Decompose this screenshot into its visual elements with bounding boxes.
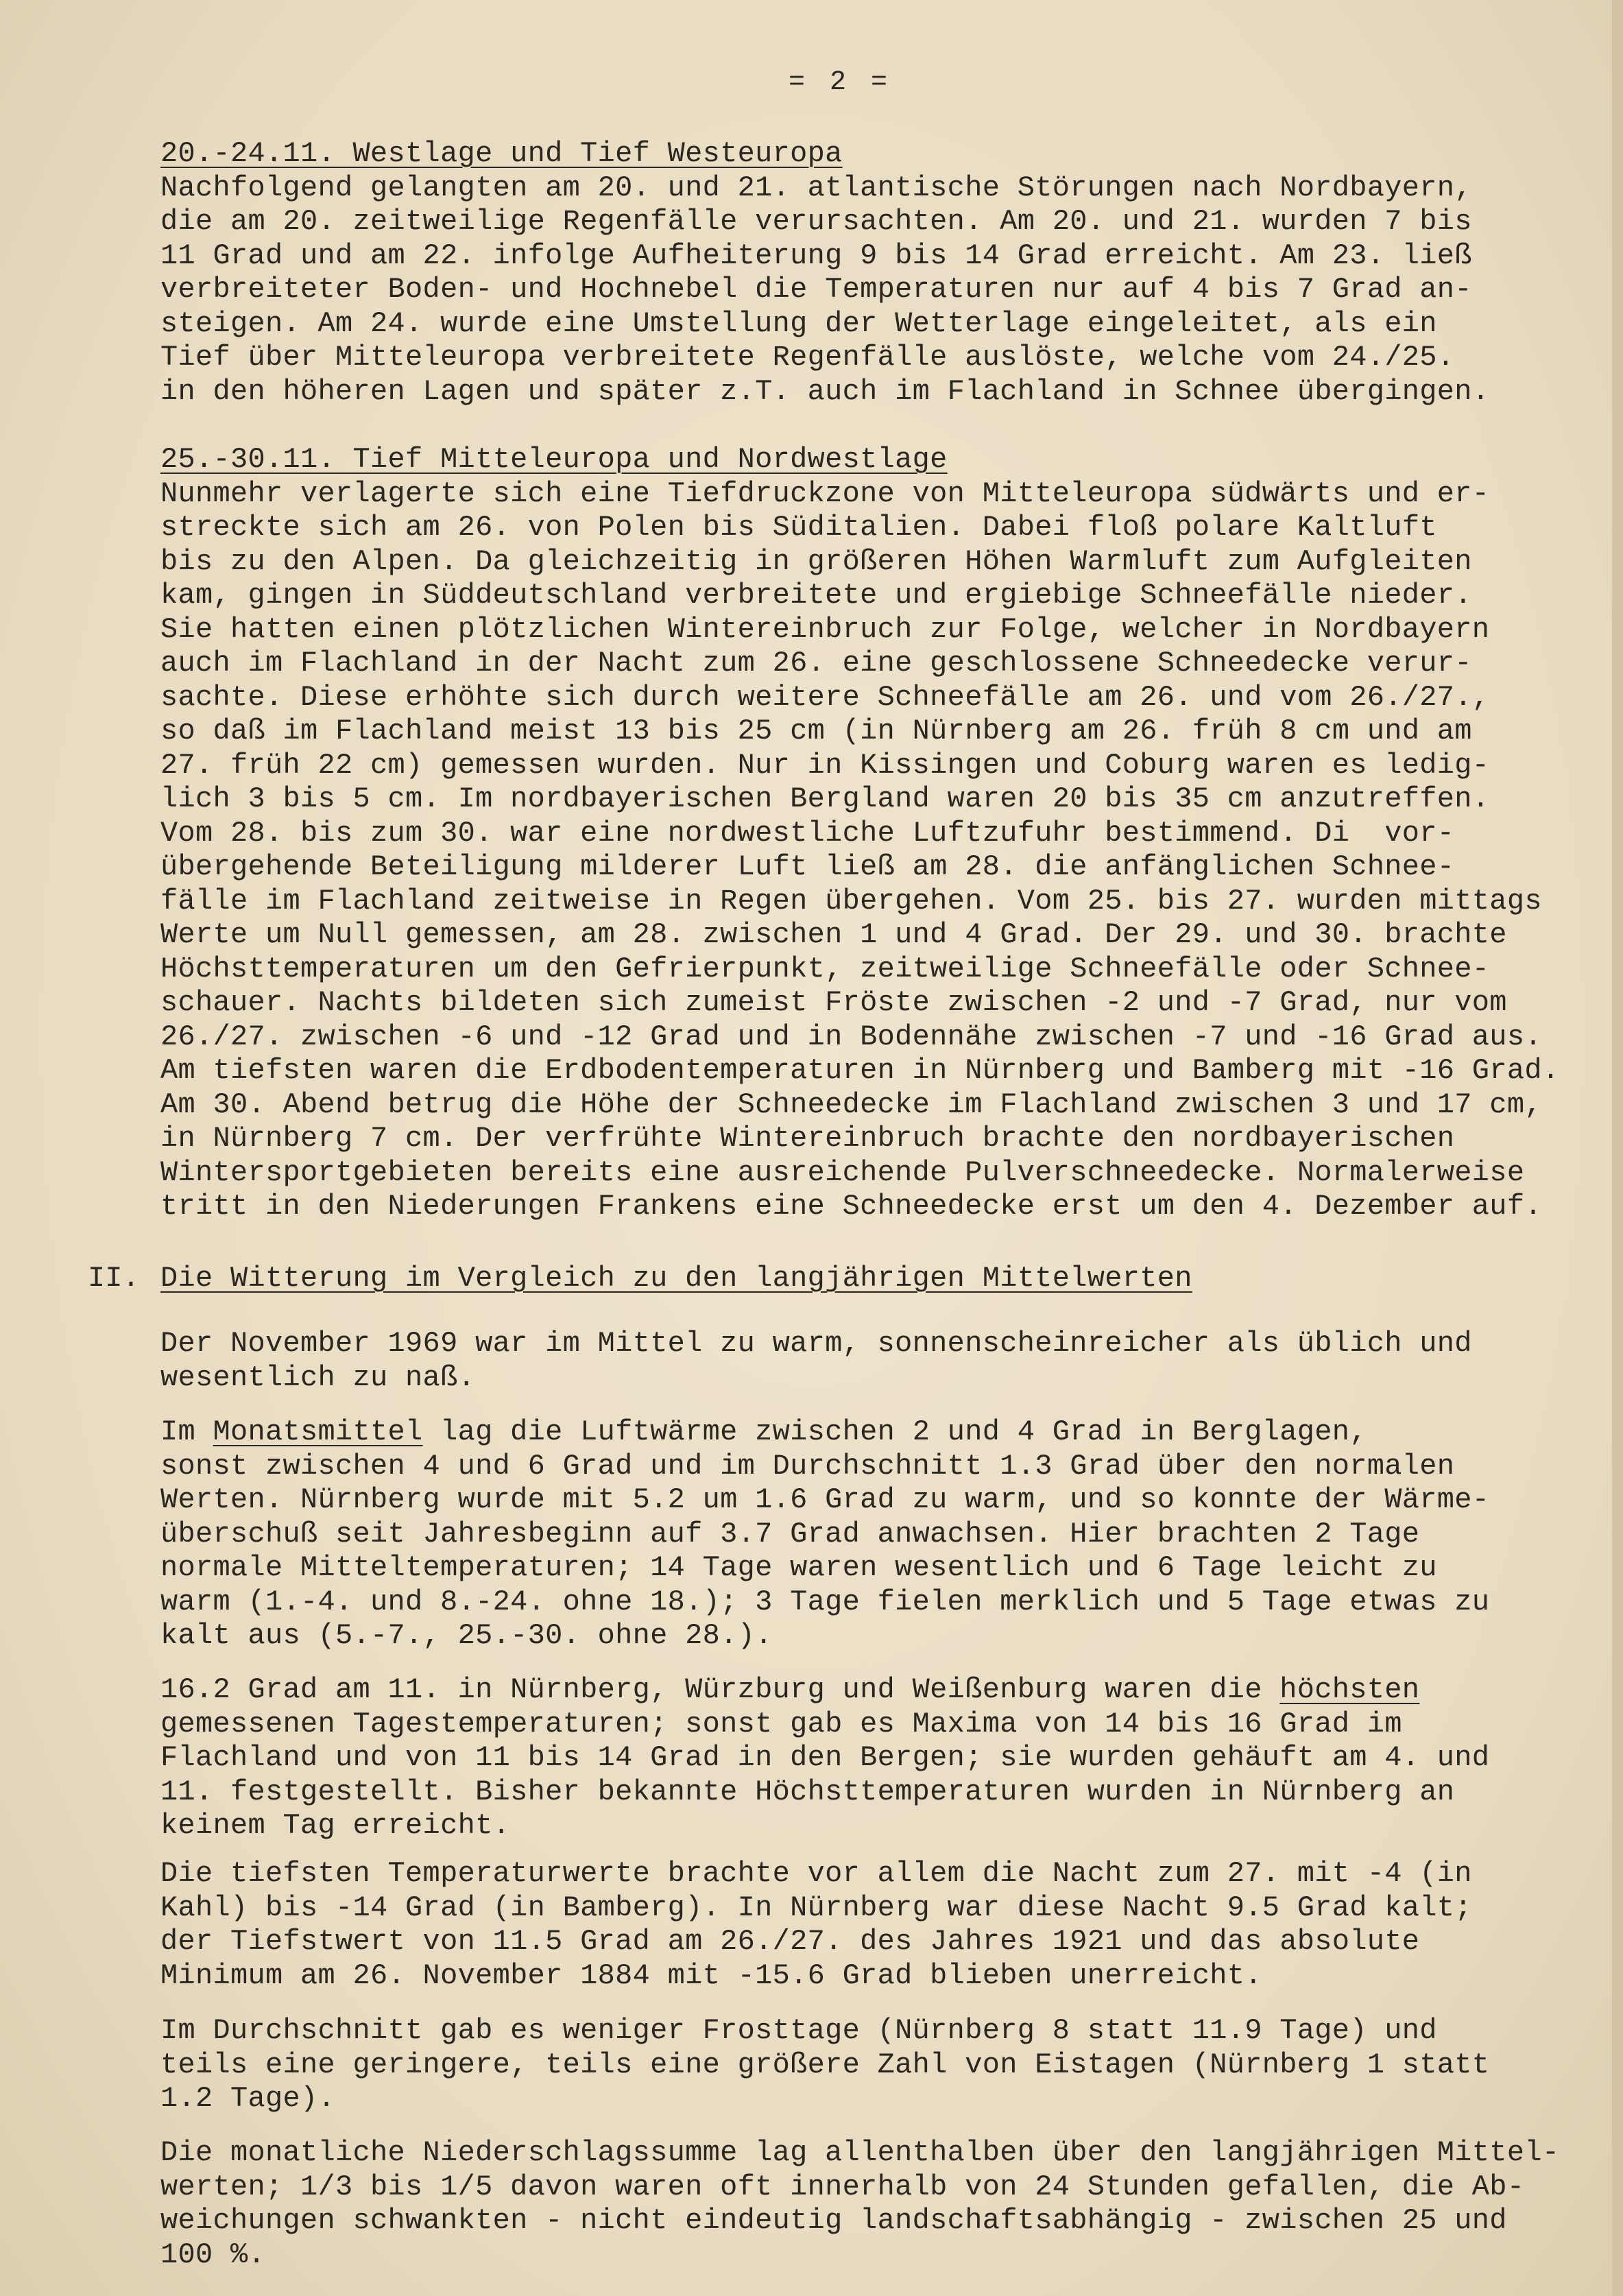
text-line: schauer. Nachts bildeten sich zumeist Fröste zwischen -2 und -7 Grad, nur vom [160,986,1507,1019]
text-line: in den höheren Lagen und später z.T. auch im Flachland in Schnee übergingen. [160,374,1490,408]
section-mitteleuropa [160,443,1607,1224]
text-line: Wintersportgebieten bereits eine ausreichende Pulverschneedecke. Normalerweise [160,1156,1525,1189]
text-line: 26./27. zwischen -6 und -12 Grad und in Bodennähe zwischen -7 und -16 Grad aus. [160,1020,1542,1053]
text-line: überschuß seit Jahresbeginn auf 3.7 Grad anwachsen. Hier brachten 2 Tage [160,1517,1420,1551]
text-line: 11. festgestellt. Bisher bekannte Höchsttemperaturen wurden in Nürnberg an [160,1775,1455,1808]
text-line [160,1415,1607,1450]
text-line: sachte. Diese erhöhte sich durch weitere Schneefälle am 26. und vom 26./27., [160,680,1490,714]
text-line: werten; 1/3 bis 1/5 davon waren oft innerhalb von 24 Stunden gefallen, die Ab- [160,2170,1525,2203]
text-line: Höchsttemperaturen um den Gefrierpunkt, zeitweilige Schneefälle oder Schnee- [160,952,1490,985]
text-line: Die tiefsten Temperaturwerte brachte vor allem die Nacht zum 27. mit -4 (in [160,1857,1472,1890]
text-line: Nachfolgend gelangten am 20. und 21. atlantische Störungen nach Nordbayern, [160,171,1472,204]
text-line: fälle im Flachland zeitweise in Regen übergehen. Vom 25. bis 27. wurden mittags [160,884,1542,918]
text-line: kalt aus (5.-7., 25.-30. ohne 28.). [160,1619,773,1652]
text-segment: lag die Luftwärme zwischen 2 und 4 Grad in Berglagen, [422,1415,1367,1448]
text-line: in Nürnberg 7 cm. Der verfrühte Wintereinbruch brachte den nordbayerischen [160,1122,1455,1155]
text-line: normale Mitteltemperaturen; 14 Tage waren wesentlich und 6 Tage leicht zu [160,1551,1437,1584]
text-line: streckte sich am 26. von Polen bis Süditalien. Dabei floß polare Kaltluft [160,511,1437,544]
section-heading: Die Witterung im Vergleich zu den langjährigen Mittelwerten [160,1262,1192,1295]
text-line: Nunmehr verlagerte sich eine Tiefdruckzone von Mitteleuropa südwärts und er- [160,477,1490,510]
text-segment: 16.2 Grad am 11. in Nürnberg, Würzburg und Weißenburg waren die [160,1673,1280,1706]
text-line: sonst zwischen 4 und 6 Grad und im Durchschnitt 1.3 Grad über den normalen [160,1449,1455,1483]
text-line: Vom 28. bis zum 30. war eine nordwestliche Luftzufuhr bestimmend. Di vor- [160,816,1455,850]
paragraph-tiefstwerte [160,1857,1607,1993]
text-line: übergehende Beteiligung milderer Luft ließ am 28. die anfänglichen Schnee- [160,850,1455,883]
text-line: auch im Flachland in der Nacht zum 26. eine geschlossene Schneedecke verur- [160,647,1472,680]
text-line: tritt in den Niederungen Frankens eine Schneedecke erst um den 4. Dezember auf. [160,1190,1542,1223]
text-line [160,1673,1607,1708]
underlined-term: höchsten [1279,1673,1420,1706]
text-line: kam, gingen in Süddeutschland verbreitete und ergiebige Schneefälle nieder. [160,579,1472,612]
text-line: der Tiefstwert von 11.5 Grad am 26./27. des Jahres 1921 und das absolute [160,1925,1420,1958]
text-line: Am tiefsten waren die Erdbodentemperaturen in Nürnberg und Bamberg mit -16 Grad. [160,1054,1560,1087]
page-number: = 2 = [789,67,892,98]
text-line: steigen. Am 24. wurde eine Umstellung der Wetterlage eingeleitet, als ein [160,307,1437,340]
text-line: Flachland und von 11 bis 14 Grad in den Bergen; sie wurden gehäuft am 4. und [160,1741,1490,1774]
text-line: die am 20. zeitweilige Regenfälle verursachten. Am 20. und 21. wurden 7 bis [160,205,1472,238]
text-line: Werten. Nürnberg wurde mit 5.2 um 1.6 Grad zu warm, und so konnte der Wärme- [160,1483,1490,1516]
text-line: 11 Grad und am 22. infolge Aufheiterung 9 bis 14 Grad erreicht. Am 23. ließ [160,239,1472,272]
paragraph-frosttage [160,2014,1607,2116]
text-line: gemessenen Tagestemperaturen; sonst gab es Maxima von 14 bis 16 Grad im [160,1707,1402,1741]
text-line: Tief über Mitteleuropa verbreitete Regenfälle auslöste, welche vom 24./25. [160,341,1455,374]
text-segment: Im [160,1415,213,1448]
section-heading: 25.-30.11. Tief Mitteleuropa und Nordwestlage [160,443,948,476]
underlined-term: Monatsmittel [213,1415,423,1448]
text-line: Werte um Null gemessen, am 28. zwischen 1 und 4 Grad. Der 29. und 30. brachte [160,918,1507,951]
text-line: bis zu den Alpen. Da gleichzeitig in größeren Höhen Warmluft zum Aufgleiten [160,545,1472,578]
text-line: Sie hatten einen plötzlichen Wintereinbruch zur Folge, welcher in Nordbayern [160,612,1490,646]
text-line: Im Durchschnitt gab es weniger Frosttage (Nürnberg 8 statt 11.9 Tage) und [160,2014,1437,2047]
section-heading: 20.-24.11. Westlage und Tief Westeuropa [160,137,843,170]
paragraph-hoechstwerte [160,1673,1607,1843]
text-line: Minimum am 26. November 1884 mit -15.6 Grad blieben unerreicht. [160,1959,1262,1992]
paragraph-niederschlag [160,2136,1607,2272]
text-line: keinem Tag erreicht. [160,1809,511,1842]
text-line: Kahl) bis -14 Grad (in Bamberg). In Nürnberg war diese Nacht 9.5 Grad kalt; [160,1891,1472,1924]
text-line: 100 %. [160,2238,266,2271]
text-line: so daß im Flachland meist 13 bis 25 cm (in Nürnberg am 26. früh 8 cm und am [160,715,1472,748]
text-line: Am 30. Abend betrug die Höhe der Schneedecke im Flachland zwischen 3 und 17 cm, [160,1088,1542,1121]
text-line: 1.2 Tage). [160,2082,336,2115]
text-line: 27. früh 22 cm) gemessen wurden. Nur in Kissingen und Coburg waren es ledig- [160,748,1490,782]
text-line: Der November 1969 war im Mittel zu warm, sonnenscheinreicher als üblich und [160,1327,1472,1360]
page-edge [1612,0,1623,2296]
text-line: wesentlich zu naß. [160,1361,476,1394]
text-line: teils eine geringere, teils eine größere Zahl von Eistagen (Nürnberg 1 statt [160,2048,1490,2081]
text-line: warm (1.-4. und 8.-24. ohne 18.); 3 Tage fielen merklich und 5 Tage etwas zu [160,1585,1490,1618]
text-line: verbreiteter Boden- und Hochnebel die Temperaturen nur auf 4 bis 7 Grad an- [160,273,1472,306]
text-line: weichungen schwankten - nicht eindeutig landschaftsabhängig - zwischen 25 und [160,2204,1507,2237]
paragraph-monatsmittel [160,1415,1607,1653]
section-roman-numeral: II. [88,1262,140,1295]
section-westlage [160,137,1607,409]
text-line: Die monatliche Niederschlagssumme lag allenthalben über den langjährigen Mittel- [160,2136,1560,2169]
section-witterung-heading [160,1262,1607,1296]
paragraph-summary [160,1327,1607,1395]
text-line: lich 3 bis 5 cm. Im nordbayerischen Bergland waren 20 bis 35 cm anzutreffen. [160,782,1490,815]
